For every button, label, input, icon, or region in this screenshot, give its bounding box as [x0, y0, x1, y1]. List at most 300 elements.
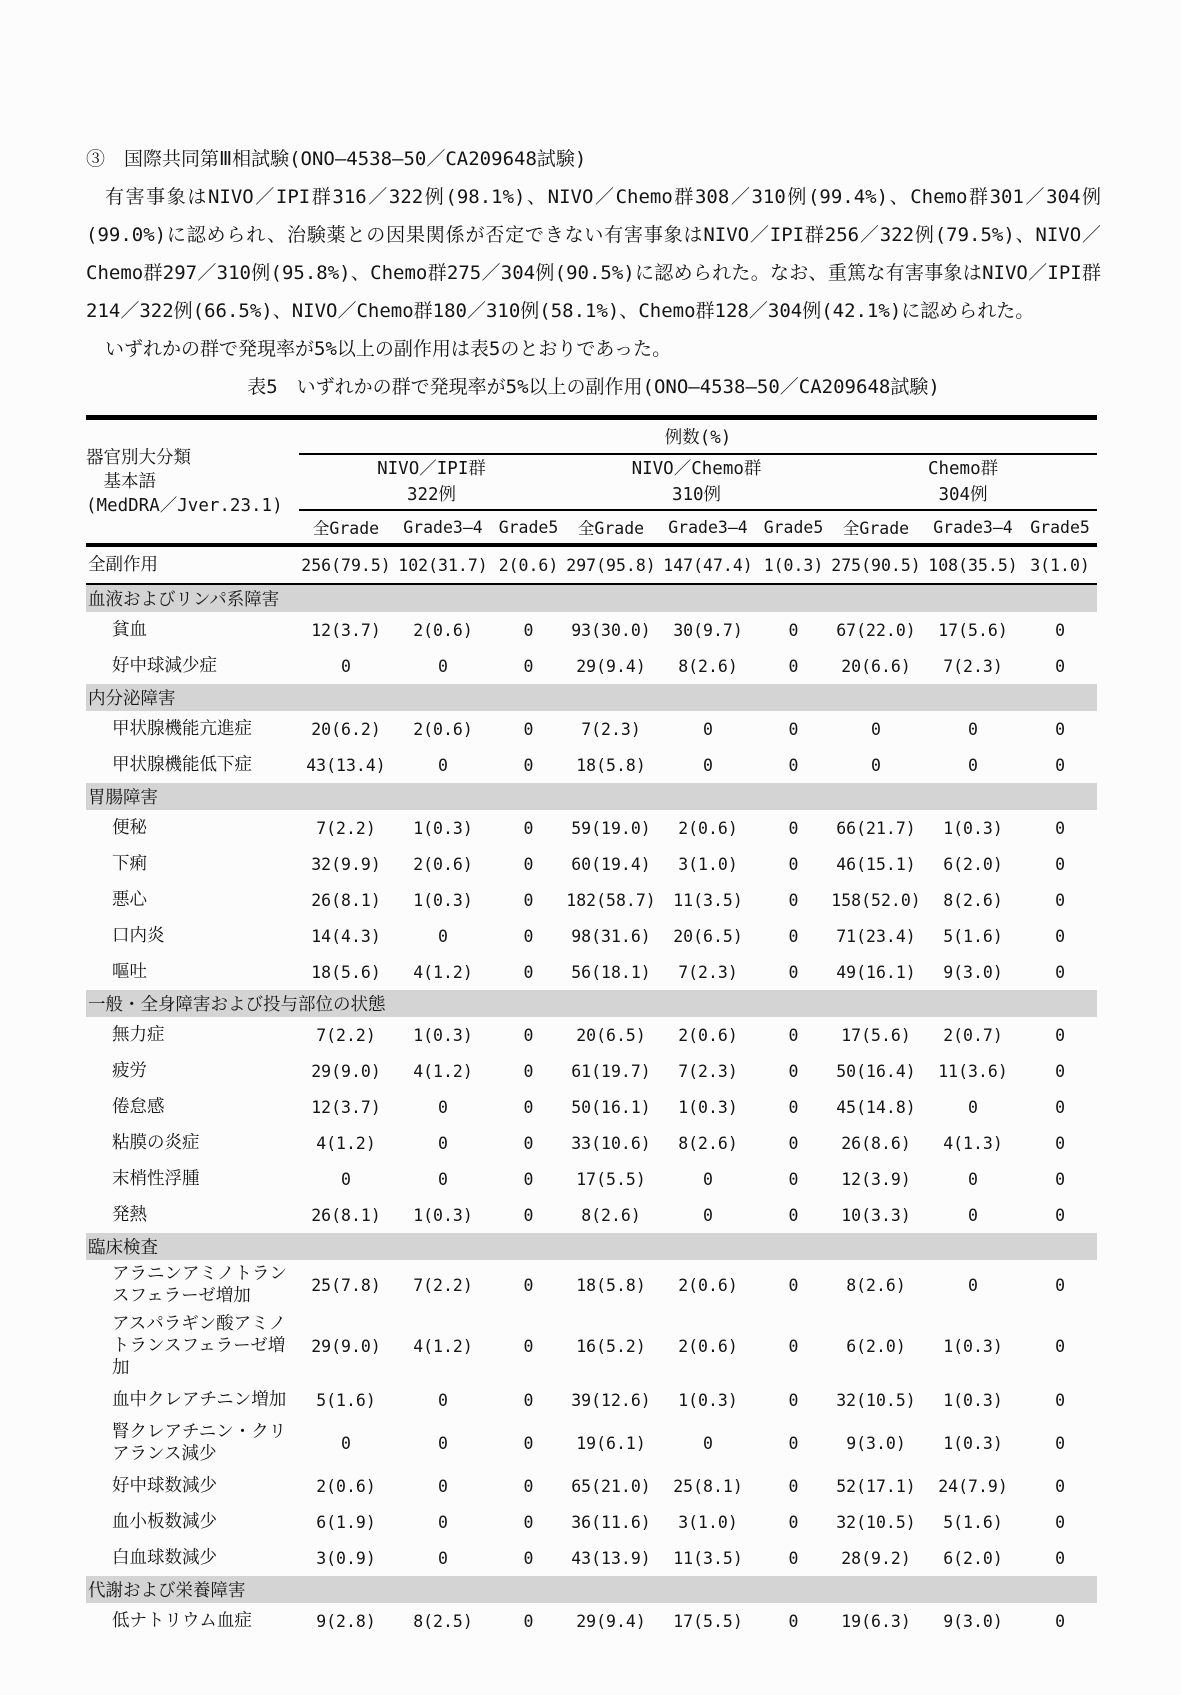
value-cell: 8(2.6)	[943, 890, 1003, 910]
value-cell: 0	[523, 719, 534, 739]
group-name: NIVO／IPI群	[377, 459, 486, 479]
value-cell: 0	[788, 1390, 799, 1410]
section-row	[86, 684, 1097, 711]
body-paragraph-adverse-events: 有害事象はNIVO／IPI群316／322例(98.1%)、NIVO／Chemo群308／310例(99.4%)、Chemo群301／304例(99.0%)に認められ、治験薬との因果関係が否定できない有害事象はNIVO／IPI群256／322例(79.5%)、NIVO／Chemo群297／310例(95.8%)、Chemo群275／304例(90.5%)に認められた。なお、重篤な有害事象はNIVO／IPI群214／322例(66.5%)、NIVO／Chemo群180／310例(58.1%)、Chemo群128／304例(42.1%)に認められた。	[86, 186, 1102, 322]
value-cell: 11(3.6)	[938, 1061, 1008, 1081]
value-cell: 0	[438, 656, 448, 676]
table-row	[86, 1125, 1097, 1161]
section-label: 血液およびリンパ系障害	[86, 584, 1097, 612]
value-cell: 0	[1055, 1169, 1066, 1189]
value-cell: 1(0.3)	[678, 1097, 738, 1117]
table-row	[86, 545, 1097, 584]
group-n: 322例	[406, 485, 457, 505]
value-cell: 0	[523, 1476, 534, 1496]
value-cell: 0	[341, 1169, 351, 1189]
header-row-cases	[86, 418, 1097, 455]
value-cell: 12(3.7)	[311, 1097, 381, 1117]
table-row	[86, 711, 1097, 747]
table-title: 表5 いずれかの群で発現率が5%以上の副作用(ONO―4538―50／CA209648試験)	[247, 376, 940, 398]
value-cell: 6(2.0)	[943, 1548, 1003, 1568]
section-heading: ③ 国際共同第Ⅲ相試験(ONO―4538―50／CA209648試験)	[86, 148, 587, 170]
column-header-grade5: Grade5	[1023, 510, 1097, 545]
value-cell: 2(0.6)	[678, 1275, 738, 1295]
value-cell: 0	[523, 818, 534, 838]
value-cell: 19(6.3)	[841, 1611, 911, 1631]
value-cell: 0	[1055, 1025, 1066, 1045]
value-cell: 0	[341, 656, 351, 676]
value-cell: 18(5.8)	[576, 755, 646, 775]
value-cell: 9(3.0)	[943, 962, 1003, 982]
value-cell: 0	[788, 1061, 799, 1081]
table-row	[86, 648, 1097, 684]
value-cell: 7(2.3)	[581, 719, 641, 739]
table-row	[86, 1418, 1097, 1468]
value-cell: 0	[1055, 1205, 1066, 1225]
value-cell: 0	[788, 962, 799, 982]
column-header-group-nivo-ipi	[299, 454, 564, 510]
value-cell: 17(5.5)	[673, 1611, 743, 1631]
column-header-all-grade: 全Grade	[829, 510, 923, 545]
group-name: NIVO／Chemo群	[631, 459, 762, 479]
value-cell: 1(0.3)	[678, 1390, 738, 1410]
value-cell: 1(0.3)	[943, 1433, 1003, 1453]
value-cell: 10(3.3)	[841, 1205, 911, 1225]
value-cell: 0	[788, 1476, 799, 1496]
value-cell: 0	[438, 1133, 448, 1153]
value-cell: 0	[523, 1061, 534, 1081]
term-cell: 悪心	[112, 890, 147, 910]
value-cell: 7(2.2)	[316, 818, 376, 838]
adverse-events-table	[86, 415, 1097, 1639]
body-paragraph-table-intro: いずれかの群で発現率が5%以上の副作用は表5のとおりであった。	[105, 338, 672, 360]
value-cell: 46(15.1)	[836, 854, 916, 874]
value-cell: 2(0.6)	[678, 818, 738, 838]
column-header-soc-pt	[86, 418, 299, 546]
value-cell: 0	[523, 656, 534, 676]
value-cell: 49(16.1)	[836, 962, 916, 982]
value-cell: 158(52.0)	[831, 890, 921, 910]
value-cell: 19(6.1)	[576, 1433, 646, 1453]
value-cell: 6(2.0)	[846, 1336, 906, 1356]
value-cell: 0	[523, 1025, 534, 1045]
value-cell: 0	[1055, 962, 1066, 982]
value-cell: 50(16.1)	[571, 1097, 651, 1117]
table-row	[86, 1053, 1097, 1089]
value-cell: 0	[523, 1205, 534, 1225]
table-row	[86, 747, 1097, 783]
term-cell: 血小板数減少	[112, 1512, 217, 1532]
value-cell: 0	[788, 926, 799, 946]
value-cell: 7(2.2)	[316, 1025, 376, 1045]
table-row	[86, 1197, 1097, 1233]
value-cell: 8(2.6)	[678, 656, 738, 676]
table-row	[86, 1540, 1097, 1576]
value-cell: 5(1.6)	[943, 926, 1003, 946]
value-cell: 7(2.2)	[413, 1275, 473, 1295]
value-cell: 32(10.5)	[836, 1512, 916, 1532]
term-cell: 甲状腺機能低下症	[112, 755, 252, 775]
value-cell: 29(9.0)	[311, 1336, 381, 1356]
value-cell: 8(2.6)	[846, 1275, 906, 1295]
value-cell: 182(58.7)	[566, 890, 656, 910]
value-cell: 0	[1055, 719, 1066, 739]
value-cell: 0	[788, 818, 799, 838]
term-cell: アラニンアミノトランスフェラーゼ増加	[112, 1264, 287, 1306]
column-header-grade3-4: Grade3―4	[923, 510, 1023, 545]
column-header-group-nivo-chemo	[564, 454, 829, 510]
value-cell: 0	[788, 1336, 799, 1356]
value-cell: 3(1.0)	[1023, 545, 1097, 584]
value-cell: 26(8.1)	[311, 1205, 381, 1225]
value-cell: 0	[1055, 854, 1066, 874]
value-cell: 17(5.6)	[841, 1025, 911, 1045]
pt-label: 基本語	[103, 471, 156, 492]
value-cell: 0	[1055, 1611, 1066, 1631]
value-cell: 2(0.6)	[413, 620, 473, 640]
value-cell: 1(0.3)	[413, 1025, 473, 1045]
value-cell: 59(19.0)	[571, 818, 651, 838]
term-cell: 嘔吐	[112, 962, 147, 982]
value-cell: 0	[438, 1512, 448, 1532]
value-cell: 3(1.0)	[678, 1512, 738, 1532]
term-cell: 甲状腺機能亢進症	[112, 719, 252, 739]
value-cell: 56(18.1)	[571, 962, 651, 982]
value-cell: 8(2.5)	[413, 1611, 473, 1631]
table-row	[86, 882, 1097, 918]
group-n: 310例	[671, 485, 722, 505]
value-cell: 45(14.8)	[836, 1097, 916, 1117]
value-cell: 32(10.5)	[836, 1390, 916, 1410]
value-cell: 60(19.4)	[571, 854, 651, 874]
value-cell: 4(1.3)	[943, 1133, 1003, 1153]
term-cell: 粘膜の炎症	[112, 1133, 200, 1153]
value-cell: 16(5.2)	[576, 1336, 646, 1356]
value-cell: 0	[968, 1097, 978, 1117]
term-cell: 全副作用	[86, 545, 299, 584]
value-cell: 0	[703, 719, 713, 739]
value-cell: 26(8.1)	[311, 890, 381, 910]
value-cell: 0	[703, 1205, 713, 1225]
column-header-cases-percent: 例数(%)	[299, 418, 1097, 455]
value-cell: 39(12.6)	[571, 1390, 651, 1410]
value-cell: 17(5.6)	[938, 620, 1008, 640]
table-row	[86, 1603, 1097, 1639]
term-cell: アスパラギン酸アミノトランスフェラーゼ増加	[112, 1314, 287, 1378]
term-cell: 末梢性浮腫	[112, 1169, 200, 1189]
value-cell: 0	[523, 1169, 534, 1189]
value-cell: 43(13.4)	[306, 755, 386, 775]
value-cell: 0	[523, 1390, 534, 1410]
column-header-grade3-4: Grade3―4	[658, 510, 758, 545]
value-cell: 0	[523, 1433, 534, 1453]
value-cell: 0	[523, 1097, 534, 1117]
value-cell: 26(8.6)	[841, 1133, 911, 1153]
value-cell: 0	[438, 1169, 448, 1189]
value-cell: 12(3.9)	[841, 1169, 911, 1189]
term-cell: 低ナトリウム血症	[112, 1611, 252, 1631]
value-cell: 30(9.7)	[673, 620, 743, 640]
value-cell: 8(2.6)	[581, 1205, 641, 1225]
value-cell: 0	[788, 1512, 799, 1532]
value-cell: 0	[871, 755, 881, 775]
value-cell: 20(6.6)	[841, 656, 911, 676]
value-cell: 0	[788, 1275, 799, 1295]
value-cell: 0	[523, 755, 534, 775]
value-cell: 108(35.5)	[923, 545, 1023, 584]
soc-label: 器官別大分類	[86, 447, 191, 468]
table-row	[86, 1260, 1097, 1310]
section-label: 内分泌障害	[86, 684, 1097, 711]
term-cell: 倦怠感	[112, 1097, 165, 1117]
value-cell: 5(1.6)	[316, 1390, 376, 1410]
value-cell: 0	[968, 755, 978, 775]
section-row	[86, 584, 1097, 612]
value-cell: 29(9.4)	[576, 1611, 646, 1631]
value-cell: 0	[438, 1390, 448, 1410]
value-cell: 3(0.9)	[316, 1548, 376, 1568]
table-row	[86, 918, 1097, 954]
value-cell: 2(0.6)	[413, 719, 473, 739]
meddra-version-label: (MedDRA／Jver.23.1)	[86, 495, 283, 516]
value-cell: 66(21.7)	[836, 818, 916, 838]
term-cell: 好中球減少症	[112, 656, 217, 676]
value-cell: 0	[1055, 1548, 1066, 1568]
value-cell: 25(7.8)	[311, 1275, 381, 1295]
value-cell: 36(11.6)	[571, 1512, 651, 1532]
table-row	[86, 1504, 1097, 1540]
value-cell: 0	[788, 854, 799, 874]
value-cell: 0	[523, 1611, 534, 1631]
value-cell: 0	[523, 1336, 534, 1356]
value-cell: 0	[788, 1097, 799, 1117]
value-cell: 65(21.0)	[571, 1476, 651, 1496]
value-cell: 0	[1055, 755, 1066, 775]
table-row	[86, 612, 1097, 648]
table-row	[86, 1017, 1097, 1053]
section-row	[86, 783, 1097, 810]
value-cell: 17(5.5)	[576, 1169, 646, 1189]
value-cell: 71(23.4)	[836, 926, 916, 946]
section-label: 一般・全身障害および投与部位の状態	[86, 990, 1097, 1017]
table-row	[86, 1089, 1097, 1125]
value-cell: 0	[703, 1433, 713, 1453]
section-row	[86, 1576, 1097, 1603]
value-cell: 0	[1055, 1512, 1066, 1532]
group-n: 304例	[938, 485, 988, 505]
value-cell: 18(5.8)	[576, 1275, 646, 1295]
value-cell: 4(1.2)	[316, 1133, 376, 1153]
value-cell: 0	[1055, 926, 1066, 946]
value-cell: 0	[788, 1548, 799, 1568]
value-cell: 0	[1055, 1390, 1066, 1410]
value-cell: 32(9.9)	[311, 854, 381, 874]
value-cell: 0	[968, 1275, 978, 1295]
column-header-all-grade: 全Grade	[564, 510, 658, 545]
value-cell: 0	[523, 1133, 534, 1153]
value-cell: 0	[438, 1097, 448, 1117]
table-row	[86, 1382, 1097, 1418]
value-cell: 0	[788, 890, 799, 910]
column-header-grade5: Grade5	[493, 510, 564, 545]
value-cell: 1(0.3)	[943, 1390, 1003, 1410]
value-cell: 2(0.6)	[316, 1476, 376, 1496]
value-cell: 9(3.0)	[943, 1611, 1003, 1631]
term-cell: 口内炎	[112, 926, 165, 946]
value-cell: 0	[1055, 1476, 1066, 1496]
value-cell: 1(0.3)	[413, 818, 473, 838]
value-cell: 0	[968, 1169, 978, 1189]
value-cell: 0	[968, 1205, 978, 1225]
value-cell: 0	[1055, 620, 1066, 640]
value-cell: 7(2.3)	[678, 1061, 738, 1081]
term-cell: 白血球数減少	[112, 1548, 217, 1568]
value-cell: 102(31.7)	[393, 545, 493, 584]
value-cell: 0	[523, 620, 534, 640]
value-cell: 2(0.6)	[413, 854, 473, 874]
value-cell: 0	[703, 755, 713, 775]
value-cell: 6(2.0)	[943, 854, 1003, 874]
value-cell: 7(2.3)	[678, 962, 738, 982]
value-cell: 33(10.6)	[571, 1133, 651, 1153]
section-row	[86, 1233, 1097, 1260]
value-cell: 29(9.4)	[576, 656, 646, 676]
value-cell: 20(6.5)	[673, 926, 743, 946]
value-cell: 0	[523, 890, 534, 910]
value-cell: 1(0.3)	[943, 1336, 1003, 1356]
value-cell: 0	[438, 1548, 448, 1568]
term-cell: 腎クレアチニン・クリアランス減少	[112, 1422, 287, 1464]
value-cell: 52(17.1)	[836, 1476, 916, 1496]
group-name: Chemo群	[927, 459, 999, 479]
value-cell: 0	[438, 1433, 448, 1453]
term-cell: 発熱	[112, 1205, 147, 1225]
value-cell: 28(9.2)	[841, 1548, 911, 1568]
value-cell: 5(1.6)	[943, 1512, 1003, 1532]
value-cell: 3(1.0)	[678, 854, 738, 874]
column-header-grade3-4: Grade3―4	[393, 510, 493, 545]
value-cell: 256(79.5)	[299, 545, 393, 584]
value-cell: 0	[438, 926, 448, 946]
value-cell: 4(1.2)	[413, 1061, 473, 1081]
value-cell: 1(0.3)	[758, 545, 829, 584]
value-cell: 0	[788, 719, 799, 739]
term-cell: 血中クレアチニン増加	[112, 1390, 287, 1410]
value-cell: 8(2.6)	[678, 1133, 738, 1153]
section-row	[86, 990, 1097, 1017]
value-cell: 0	[1055, 890, 1066, 910]
value-cell: 0	[1055, 1275, 1066, 1295]
value-cell: 2(0.7)	[943, 1025, 1003, 1045]
value-cell: 9(3.0)	[846, 1433, 906, 1453]
term-cell: 疲労	[112, 1061, 147, 1081]
value-cell: 297(95.8)	[564, 545, 658, 584]
value-cell: 0	[523, 1512, 534, 1532]
value-cell: 29(9.0)	[311, 1061, 381, 1081]
value-cell: 0	[438, 755, 448, 775]
value-cell: 9(2.8)	[316, 1611, 376, 1631]
value-cell: 61(19.7)	[571, 1061, 651, 1081]
column-header-all-grade: 全Grade	[299, 510, 393, 545]
section-label: 代謝および栄養障害	[86, 1576, 1097, 1603]
table-row	[86, 954, 1097, 990]
value-cell: 0	[788, 1169, 799, 1189]
value-cell: 4(1.2)	[413, 1336, 473, 1356]
value-cell: 0	[788, 1611, 799, 1631]
value-cell: 98(31.6)	[571, 926, 651, 946]
value-cell: 2(0.6)	[678, 1025, 738, 1045]
value-cell: 11(3.5)	[673, 890, 743, 910]
value-cell: 2(0.6)	[493, 545, 564, 584]
value-cell: 0	[438, 1476, 448, 1496]
term-cell: 下痢	[112, 854, 147, 874]
value-cell: 6(1.9)	[316, 1512, 376, 1532]
section-label: 胃腸障害	[86, 783, 1097, 810]
value-cell: 0	[788, 656, 799, 676]
table-row	[86, 1310, 1097, 1382]
value-cell: 1(0.3)	[413, 890, 473, 910]
term-cell: 便秘	[112, 818, 147, 838]
value-cell: 0	[523, 854, 534, 874]
value-cell: 20(6.2)	[311, 719, 381, 739]
term-cell: 貧血	[112, 620, 147, 640]
value-cell: 1(0.3)	[943, 818, 1003, 838]
value-cell: 18(5.6)	[311, 962, 381, 982]
section-label: 臨床検査	[86, 1233, 1097, 1260]
table-row	[86, 846, 1097, 882]
value-cell: 0	[523, 1548, 534, 1568]
value-cell: 14(4.3)	[311, 926, 381, 946]
table-row	[86, 1468, 1097, 1504]
value-cell: 0	[1055, 1061, 1066, 1081]
term-cell: 好中球数減少	[112, 1476, 217, 1496]
column-header-grade5: Grade5	[758, 510, 829, 545]
value-cell: 93(30.0)	[571, 620, 651, 640]
value-cell: 1(0.3)	[413, 1205, 473, 1225]
value-cell: 275(90.5)	[829, 545, 923, 584]
value-cell: 0	[341, 1433, 351, 1453]
value-cell: 0	[1055, 1433, 1066, 1453]
value-cell: 147(47.4)	[658, 545, 758, 584]
value-cell: 0	[523, 926, 534, 946]
value-cell: 25(8.1)	[673, 1476, 743, 1496]
value-cell: 0	[788, 1205, 799, 1225]
table-row	[86, 1161, 1097, 1197]
value-cell: 2(0.6)	[678, 1336, 738, 1356]
table-row	[86, 810, 1097, 846]
value-cell: 24(7.9)	[938, 1476, 1008, 1496]
value-cell: 50(16.4)	[836, 1061, 916, 1081]
value-cell: 0	[1055, 656, 1066, 676]
value-cell: 7(2.3)	[943, 656, 1003, 676]
value-cell: 0	[1055, 818, 1066, 838]
value-cell: 12(3.7)	[311, 620, 381, 640]
value-cell: 0	[968, 719, 978, 739]
value-cell: 0	[788, 1025, 799, 1045]
value-cell: 0	[523, 1275, 534, 1295]
column-header-group-chemo	[829, 454, 1097, 510]
value-cell: 4(1.2)	[413, 962, 473, 982]
value-cell: 20(6.5)	[576, 1025, 646, 1045]
value-cell: 0	[871, 719, 881, 739]
value-cell: 67(22.0)	[836, 620, 916, 640]
value-cell: 11(3.5)	[673, 1548, 743, 1568]
value-cell: 0	[788, 1433, 799, 1453]
value-cell: 43(13.9)	[571, 1548, 651, 1568]
value-cell: 0	[703, 1169, 713, 1189]
value-cell: 0	[788, 755, 799, 775]
value-cell: 0	[788, 620, 799, 640]
term-cell: 無力症	[112, 1025, 165, 1045]
